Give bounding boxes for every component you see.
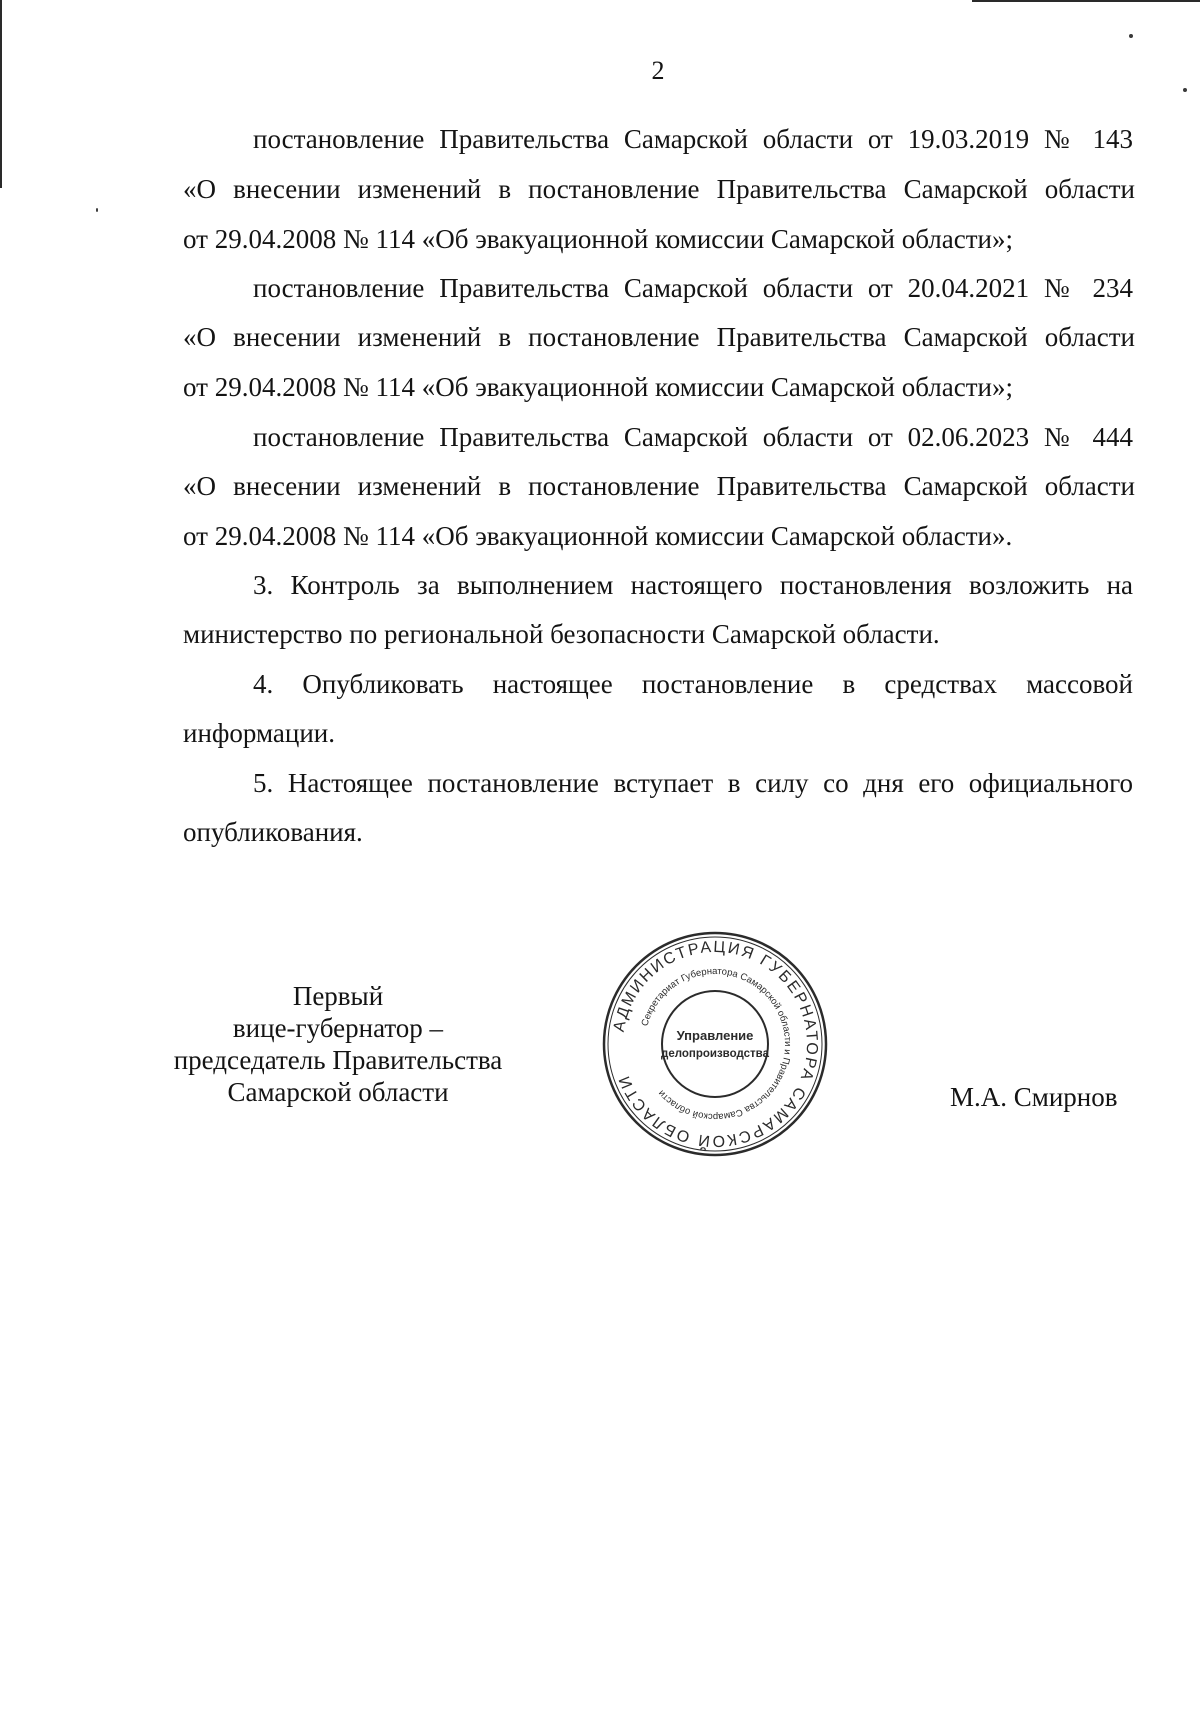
signatory-name: М.А. Смирнов [950,1082,1118,1112]
paragraph-2-line-3: от 29.04.2008 № 114 «Об эвакуационной комиссии Самарской области»; [183,372,1013,402]
paragraph-1-line-2: «О внесении изменений в постановление Правительства Самарской области [183,174,1135,204]
item-5-line-2: опубликования. [183,817,363,847]
signatory-position [150,980,526,1108]
paragraph-3-line-3: от 29.04.2008 № 114 «Об эвакуационной комиссии Самарской области». [183,521,1013,551]
scan-speck [1129,34,1133,38]
paragraph-1-line-3: от 29.04.2008 № 114 «Об эвакуационной комиссии Самарской области»; [183,224,1013,254]
paragraph-3-line-2: «О внесении изменений в постановление Правительства Самарской области [183,471,1135,501]
page-number: 2 [651,56,665,85]
item-4-line-2: информации. [183,718,335,748]
signatory-position-line: председатель Правительства [173,1045,503,1075]
signatory-position-line: Самарской области [227,1077,449,1107]
official-stamp [600,929,830,1159]
scan-edge-left [0,0,2,188]
stamp-outer-text: АДМИНИСТРАЦИЯ ГУБЕРНАТОРА САМАРСКОЙ ОБЛАСТИ [610,938,821,1150]
scan-speck [1183,88,1187,92]
scan-speck [96,208,98,212]
signatory-position-line: вице-губернатор – [232,1013,444,1043]
scan-edge-top [972,0,1200,2]
paragraph-3-line-1: постановление Правительства Самарской области от 02.06.2023 № 444 [253,422,1133,452]
item-3-line-1: 3. Контроль за выполнением настоящего постановления возложить на [253,570,1133,600]
item-3-line-2: министерство по региональной безопасности Самарской области. [183,619,940,649]
paragraph-1-line-1: постановление Правительства Самарской области от 19.03.2019 № 143 [253,124,1133,154]
item-4-line-1: 4. Опубликовать настоящее постановление в средствах массовой [253,669,1133,699]
signatory-position-line: Первый [292,981,384,1011]
paragraph-2-line-2: «О внесении изменений в постановление Правительства Самарской области [183,322,1135,352]
stamp-inner-text: Секретариат Губернатора Самарской области и Правительства Самарской области [639,965,794,1123]
stamp-center-line-2: делопроизводства [661,1048,769,1060]
stamp-inner-ring [662,991,768,1097]
item-5-line-1: 5. Настоящее постановление вступает в силу со дня его официального [253,768,1133,798]
paragraph-2-line-1: постановление Правительства Самарской области от 20.04.2021 № 234 [253,273,1133,303]
stamp-center-line-1: Управление [676,1028,754,1043]
